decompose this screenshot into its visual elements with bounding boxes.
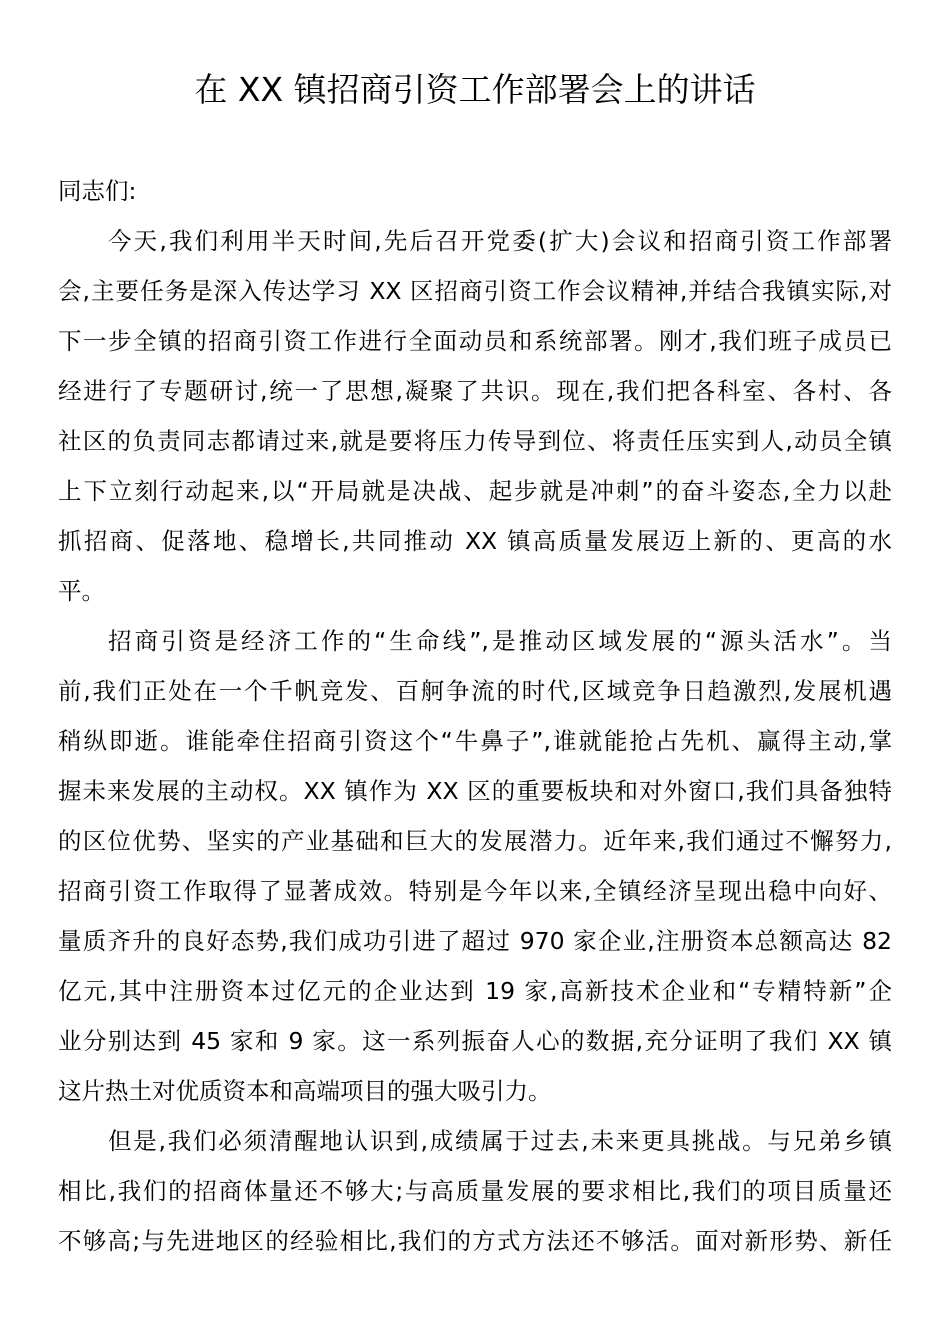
paragraph-line: 招商引资是经济工作的“生命线”,是推动区域发展的“源头活水”。当 [108,627,892,655]
paragraph-line: 会,主要任务是深入传达学习 XX 区招商引资工作会议精神,并结合我镇实际,对 [58,277,892,305]
document-title: 在 XX 镇招商引资工作部署会上的讲话 [194,70,756,109]
paragraph-line: 不够高;与先进地区的经验相比,我们的方式方法还不够活。面对新形势、新任 [58,1227,892,1255]
paragraph-line: 相比,我们的招商体量还不够大;与高质量发展的要求相比,我们的项目质量还 [58,1177,892,1205]
document-body [58,166,892,1266]
paragraph-line: 平。 [58,577,105,605]
paragraph-line: 量质齐升的良好态势,我们成功引进了超过 970 家企业,注册资本总额高达 82 [58,927,892,955]
paragraph-line: 亿元,其中注册资本过亿元的企业达到 19 家,高新技术企业和“专精特新”企 [58,977,892,1005]
paragraph-line: 抓招商、促落地、稳增长,共同推动 XX 镇高质量发展迈上新的、更高的水 [58,527,892,555]
paragraph-line: 社区的负责同志都请过来,就是要将压力传导到位、将责任压实到人,动员全镇 [58,427,892,455]
paragraph-line: 稍纵即逝。谁能牵住招商引资这个“牛鼻子”,谁就能抢占先机、赢得主动,掌 [58,727,892,755]
paragraph-line: 但是,我们必须清醒地认识到,成绩属于过去,未来更具挑战。与兄弟乡镇 [108,1127,892,1155]
paragraph-line: 上下立刻行动起来,以“开局就是决战、起步就是冲刺”的奋斗姿态,全力以赴 [58,477,892,505]
paragraph-line: 这片热土对优质资本和高端项目的强大吸引力。 [58,1077,552,1105]
paragraph-line: 握未来发展的主动权。XX 镇作为 XX 区的重要板块和对外窗口,我们具备独特 [58,777,892,805]
paragraph-line: 前,我们正处在一个千帆竞发、百舸争流的时代,区域竞争日趋激烈,发展机遇 [58,677,892,705]
paragraph-1 [58,216,892,616]
salutation: 同志们: [58,177,137,205]
paragraph-line: 下一步全镇的招商引资工作进行全面动员和系统部署。刚才,我们班子成员已 [58,327,892,355]
paragraph-line: 业分别达到 45 家和 9 家。这一系列振奋人心的数据,充分证明了我们 XX 镇 [58,1027,892,1055]
paragraph-line: 经进行了专题研讨,统一了思想,凝聚了共识。现在,我们把各科室、各村、各 [58,377,892,405]
paragraph-line: 招商引资工作取得了显著成效。特别是今年以来,全镇经济呈现出稳中向好、 [58,877,892,905]
paragraph-line: 的区位优势、坚实的产业基础和巨大的发展潜力。近年来,我们通过不懈努力, [58,827,892,855]
paragraph-3 [58,1116,892,1266]
paragraph-line: 今天,我们利用半天时间,先后召开党委(扩大)会议和招商引资工作部署 [108,227,892,255]
paragraph-2 [58,616,892,1116]
